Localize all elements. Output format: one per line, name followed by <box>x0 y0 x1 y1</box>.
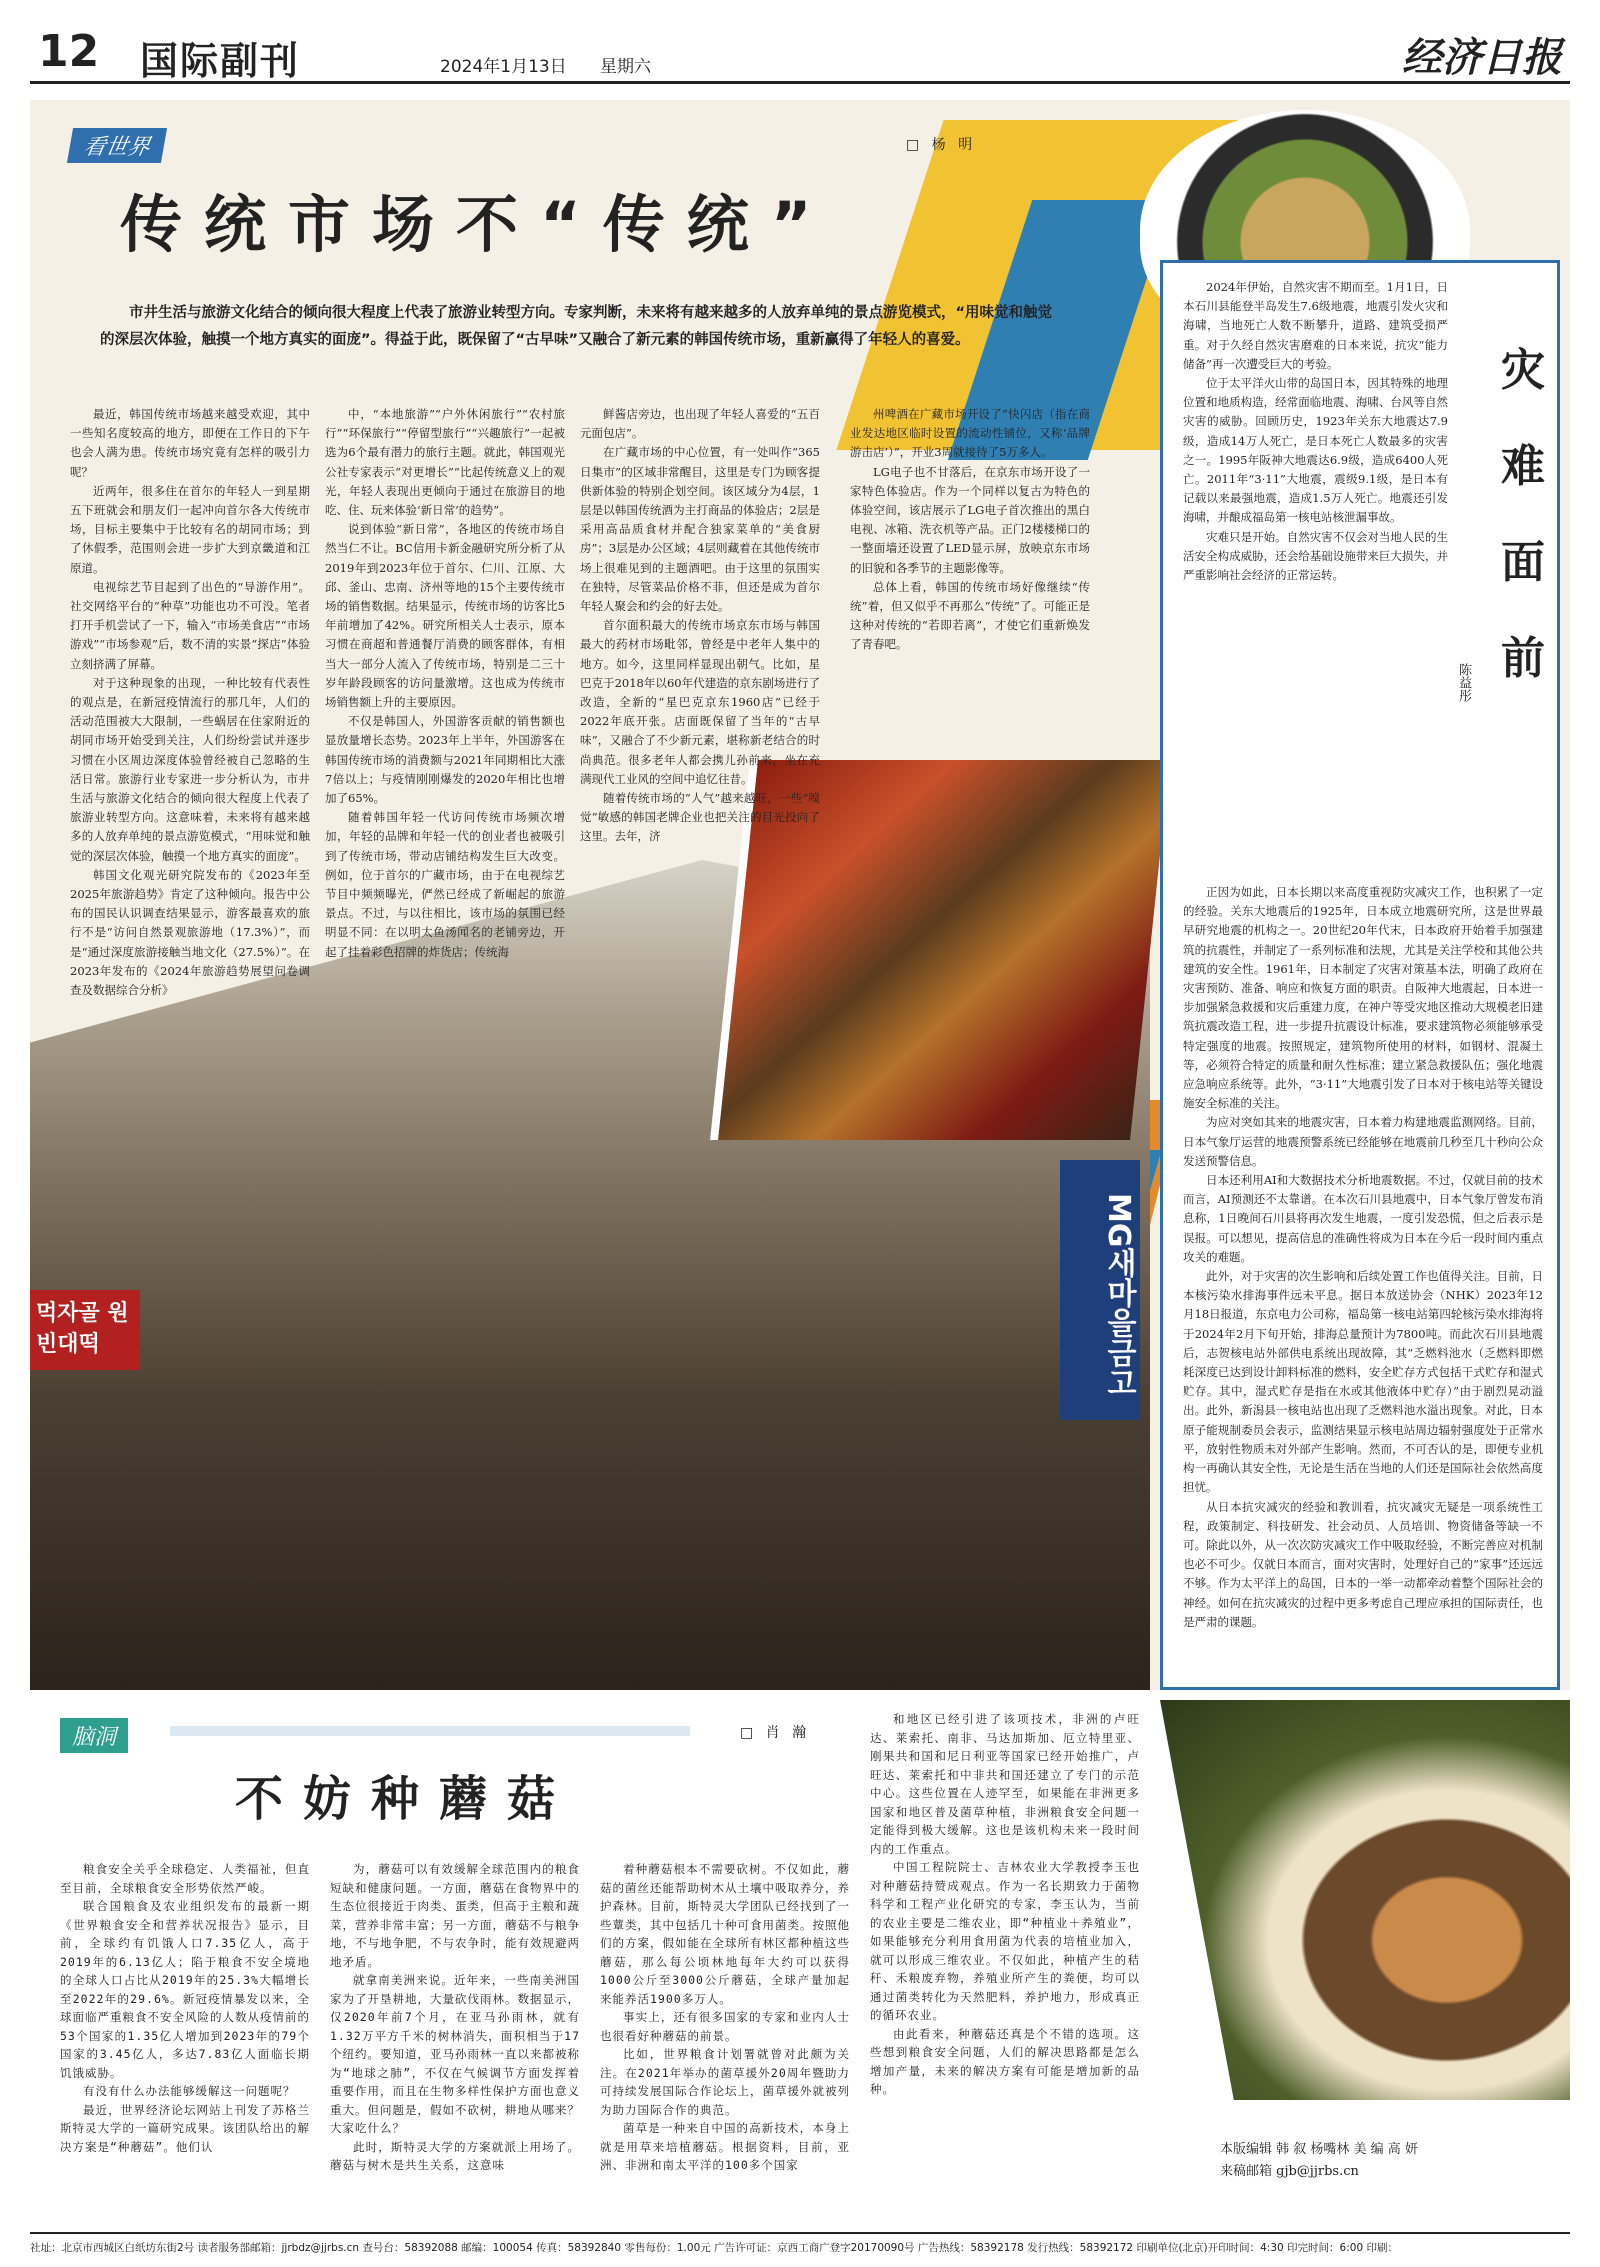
article-column: 鲜酱店旁边，也出现了年轻人喜爱的“五百元面包店”。 在广藏市场的中心位置，有一处叫作“365日集市”的区域非常醒目，这里是专门为顾客提供新体验的特别企划空间。该区域分为4层，1层是以韩国传统酒为主打商品的体验店；2层是采用高品质食材并配合独家菜单的“美食厨房”；3层是办公区域；4层则藏着在其他传统市场上很难见到的主题酒吧。由于这里的氛围实在独特，尽管菜品价格不菲，但还是成为首尔年轻人聚会和约会的好去处。 首尔面积最大的传统市场京东市场与韩国最大的药材市场毗邻，曾经是中老年人集中的地方。如今，这里同样显现出朝气。比如，星巴克于2018年以60年代建造的京东剧场进行了改造，全新的“星巴克京东1960店”已经于2022年底开张。店面既保留了当年的“古早味”，又融合了不少新元素，堪称新老结合的时尚典范。很多老年人都会携儿孙前来，坐在充满现代工业风的空间中追忆往昔。 随着传统市场的“人气”越来越旺，一些“嗅觉”敏感的韩国老牌企业也把关注的目光投向了这里。去年，济 <box>580 407 820 844</box>
article-column: 粮食安全关乎全球稳定、人类福祉，但直至目前，全球粮食安全形势依然严峻。 联合国粮食及农业组织发布的最新一期《世界粮食安全和营养状况报告》显示，目前，全球约有饥饿人口7.35亿人，高于2019年的6.13亿人；陷于粮食不安全境地的全球人口占比从2019年的25.3%大幅增长至2022年的29.6%。新冠疫情暴发以来，全球面临严重粮食不安全风险的人数从疫情前的53个国家的1.35亿人增加到2023年的79个国家的3.45亿人，多达7.83亿人面临长期饥饿威胁。 有没有什么办法能够缓解这一问题呢？ 最近，世界经济论坛网站上刊发了苏格兰斯特灵大学的一篇研究成果。该团队给出的解决方案是“种蘑菇”。他们认 <box>60 1862 310 2154</box>
footer-info: 社址：北京市西城区白纸坊东街2号 读者服务部邮箱：jjrbdz@jjrbs.cn 查号台：58392088 邮编：100054 传真：58392840 零售每份：1.00元 广告许可证：京西工商广登字20170090号 广告热线：58392178 发行热线：58392172 印刷单位(北京)开印时间：4:30 印完时间：6:00 印刷： <box>30 2232 1570 2255</box>
market-sign: 먹자골 원빈대떡 <box>30 1290 140 1370</box>
article-column: 着种蘑菇根本不需要砍树。不仅如此，蘑菇的菌丝还能帮助树木从土壤中吸取养分，养护森林。目前，斯特灵大学团队已经找到了一些蕈类，其中包括几十种可食用菌类。按照他们的方案，假如能在全球所有林区都种植这些蘑菇，那么每公顷林地每年大约可以获得1000公斤至3000公斤蘑菇，全球产量加起来能养活1900多万人。 事实上，还有很多国家的专家和业内人士也很看好种蘑菇的前景。 比如，世界粮食计划署就曾对此颇为关注。在2021年举办的菌草援外20周年暨助力可持续发展国际合作论坛上，菌草援外就被列为助力国际合作的典范。 菌草是一种来自中国的高新技术，本身上就是用草来培植蘑菇。根据资料，目前，亚洲、非洲和南太平洋的100多个国家 <box>600 1862 850 2172</box>
article-column: 为，蘑菇可以有效缓解全球范围内的粮食短缺和健康问题。一方面，蘑菇在食物界中的生态位很接近于肉类、蛋类，但高于主粮和蔬菜，营养非常丰富；另一方面，蘑菇不与粮争地，不与地争肥，不与农争时，能有效规避两地矛盾。 就拿南美洲来说。近年来，一些南美洲国家为了开垦耕地，大量砍伐雨林。数据显示，仅2020年前7个月，在亚马孙雨林，就有1.32万平方千米的树林消失，面积相当于17个纽约。要知道，亚马孙雨林一直以来都被称为“地球之肺”，不仅在气候调节方面发挥着重要作用，而且在生物多样性保护方面也意义重大。但问题是，假如不砍树，耕地从哪来？大家吃什么？ 此时，斯特灵大学的方案就派上用场了。蘑菇与树木是共生关系，这意味 <box>330 1862 580 2172</box>
article-column: 最近，韩国传统市场越来越受欢迎，其中一些知名度较高的地方，即便在工作日的下午也会人满为患。传统市场究竟有怎样的吸引力呢？ 近两年，很多住在首尔的年轻人一到星期五下班就会和朋友们一起冲向首尔各大传统市场，目标主要集中于比较有名的胡同市场；到了休假季，范围则会进一步扩大到京畿道和江原道。 电视综艺节目起到了出色的“导游作用”。社交网络平台的“种草”功能也功不可没。笔者打开手机尝试了一下，输入“市场美食店”“市场游戏”“市场参观”后，数不清的实景“探店”体验立刻挤满了屏幕。 对于这种现象的出现，一种比较有代表性的观点是，在新冠疫情流行的那几年，人们的活动范围被大大限制，一些蜗居在住家附近的胡同市场开始受到关注，人们纷纷尝试并逐步习惯在小区周边深度体验曾经被自己忽略的生活日常。旅游行业专家进一步分析认为，市井生活与旅游文化结合的倾向很大程度上代表了旅游业转型方向。这意味着，未来将有越来越多的人放弃单纯的景点游览模式，“用味觉和触觉的深层次体验，触摸一个地方真实的面庞”。 韩国文化观光研究院发布的《2023年至2025年旅游趋势》肯定了这种倾向。报告中公布的国民认识调查结果显示，游客最喜欢的旅行不是“访问自然景观旅游地（17.3%）”，而是“通过深度旅游接触当地文化（27.5%）”。在2023年发布的《2024年旅游趋势展望问卷调查及数据综合分析》 <box>70 407 310 998</box>
sidebar-column: 2024年伊始，自然灾害不期而至。1月1日，日本石川县能登半岛发生7.6级地震，地震引发火灾和海啸，当地死亡人数不断攀升，道路、建筑受损严重。对于久经自然灾害磨难的日本来说，抗灾“能力储备”再一次遭受巨大的考验。 位于太平洋火山带的岛国日本，因其特殊的地理位置和地质构造，经常面临地震、海啸、台风等自然灾害的威胁。回顾历史，1923年关东大地震达7.9级，造成14万人死亡，是日本死亡人数最多的灾害之一。1995年阪神大地震达6.9级，造成6400人死亡。2011年“3·11”大地震，震级9.1级，是日本有记载以来最强地震，造成1.5万人死亡。地震还引发海啸，并酿成福岛第一核电站核泄漏事故。 灾难只是开始。自然灾害不仅会对当地人民的生活安全构成威胁，还会给基础设施带来巨大损失，并严重影响社会经济的正常运转。 <box>1183 280 1448 583</box>
sidebar-title: 灾难面前 <box>1501 345 1545 684</box>
column-kicker: 看世界 <box>67 128 167 163</box>
decorative-bar <box>170 1726 690 1736</box>
section-title: 国际副刊 <box>140 39 301 83</box>
byline: □ 杨 明 <box>906 137 977 153</box>
sidebar-commentary <box>1160 260 1560 1690</box>
article-column: 中，“本地旅游”“户外休闲旅行”“农村旅行”“环保旅行”“停留型旅行”“兴趣旅行”一起被选为6个最有潜力的旅行主题。就此，韩国观光公社专家表示“对更增长”“比起传统意义上的观光，年轻人表现出更倾向于通过在旅游目的地吃、住、玩来体验‘新日常’的趋势”。 说到体验“新日常”，各地区的传统市场自然当仁不让。BC信用卡新金融研究所分析了从2019年到2023年位于首尔、仁川、江原、大邱、釜山、忠南、济州等地的15个主要传统市场的销售数据。结果显示，传统市场的访客比5年前增加了42%。研究所相关人士表示，原本习惯在商超和普通餐厅消费的顾客群体，有相当大一部分人流入了传统市场，特别是二三十岁年龄段顾客的访问量激增。这也成为传统市场销售额上升的主要原因。 不仅是韩国人，外国游客贡献的销售额也显放量增长态势。2023年上半年，外国游客在韩国传统市场的消费额与2021年同期相比大涨7倍以上；与疫情刚刚爆发的2020年相比也增加了65%。 随着韩国年轻一代访问传统市场频次增加，年轻的品牌和年轻一代的创业者也被吸引到了传统市场，带动店铺结构发生巨大改变。例如，位于首尔的广藏市场，由于在电视综艺节目中频频曝光，俨然已经成了新崛起的旅游景点。不过，与以往相比，该市场的氛围已经明显不同：在以明太鱼汤闻名的老铺旁边，开起了挂着彩色招牌的炸货店；传统海 <box>325 407 565 959</box>
editor-credits: 本版编辑 韩 叙 杨嘴林 美 编 高 妍 来稿邮箱 gjb@jjrbs.cn <box>1220 2142 1418 2179</box>
column-kicker: 脑洞 <box>60 1718 128 1753</box>
byline: □ 肖 瀚 <box>740 1725 811 1741</box>
mushroom-photo <box>1160 1700 1570 2100</box>
article-column: 和地区已经引进了该项技术，非洲的卢旺达、莱索托、南非、马达加斯加、厄立特里亚、刚果共和国和尼日利亚等国家已经开始推广，卢旺达、莱索托和中非共和国还建立了专门的示范中心。这些位置在人迹罕至，如果能在非洲更多国家和地区普及菌草种植，非洲粮食安全问题一定能得到极大缓解。这也是该机构未来一段时间内的工作重点。 中国工程院院士、吉林农业大学教授李玉也对种蘑菇持赞成观点。作为一名长期致力于菌物科学和工程产业化研究的专家，李玉认为，当前的农业主要是二维农业，即“种植业＋养殖业”，如果能够充分利用食用菌为代表的培植业加入，就可以形成三维农业。不仅如此，种植产生的秸秆、禾粮废弃物，养殖业所产生的粪便，均可以通过菌类转化为天然肥料，养护地力，形成真正的循环农业。 由此看来，种蘑菇还真是个不错的选项。这些想到粮食安全问题，人们的解决思路都是怎么增加产量，未来的解决方案有可能是增加新的品种。 <box>870 1712 1140 2096</box>
sidebar-column: 正因为如此，日本长期以来高度重视防灾减灾工作，也积累了一定的经验。关东大地震后的1925年，日本成立地震研究所，这是世界最早研究地震的机构之一。20世纪20年代末，日本政府开始着手加强建筑的抗震性，并制定了一系列标准和法规，尤其是关注学校和其他公共建筑的安全性。1961年，日本制定了灾害对策基本法，明确了政府在灾害预防、准备、响应和恢复方面的职责。自阪神大地震起，日本进一步加强紧急救援和灾后重建力度，在神户等受灾地区推动大规模老旧建筑抗震改造工程，进一步提升抗震设计标准，要求建筑物必须能够承受特定强度的地震。按照规定，建筑物所使用的材料，如钢材、混凝土等，必须符合特定的质量和耐久性标准；建立紧急救援队伍；强化地震应急响应系统等。此外，“3·11”大地震引发了日本对于核电站等关键设施安全标准的关注。 为应对突如其来的地震灾害，日本着力构建地震监测网络。目前，日本气象厅运营的地震预警系统已经能够在地震前几秒至几十秒向公众发送预警信息。 日本还利用AI和大数据技术分析地震数据。不过，仅就目前的技术而言，AI预测还不太靠谱。在本次石川县地震中，日本气象厅曾发布消息称，1日晚间石川县将再次发生地震，一度引发恐慌，但之后表示是误报。可以想见，提高信息的准确性将成为日本在今后一段时间内重点攻关的难题。 此外，对于灾害的次生影响和后续处置工作也值得关注。目前，日本核污染水排海事件远未平息。据日本放送协会（NHK）2023年12月18日报道，东京电力公司称，福岛第一核电站第四轮核污染水排海将于2024年2月下旬开始，排海总量预计为7800吨。而此次石川县地震后，志贺核电站外部供电系统出现故障，其“乏燃料池水（乏燃料即燃耗深度已达到设计卸料标准的燃料，安全贮存方式包括干式贮存和湿式贮存。其中，湿式贮存是指在水或其他液体中贮存）”由于剧烈晃动溢出。此外，新潟县一核电站也出现了乏燃料池水溢出现象。对此，日本原子能规制委员会表示，监测结果显示核电站周边辐射强度处于正常水平，放射性物质未对外部产生影响。然而，不可否认的是，即便专业机构一再确认其安全性，无论是生活在当地的人们还是国际社会依然高度担忧。 从日本抗灾减灾的经验和教训看，抗灾减灾无疑是一项系统性工程，政策制定、科技研发、社会动员、人员培训、物资储备等缺一不可。除此以外，从一次次防灾减灾工作中吸取经验，不断完善应对机制也必不可少。仅就日本而言，面对灾害时，处理好自己的“家事”还远远不够。作为太平洋上的岛国，日本的一举一动都牵动着整个国际社会的神经。如何在抗灾减灾的过程中更多考虑自己理应承担的国际责任，也是严肃的课题。 <box>1183 885 1543 1629</box>
issue-date: 2024年1月13日 <box>440 57 567 77</box>
market-sign: MG새마을금고 <box>1060 1160 1140 1420</box>
article-column: 州啤酒在广藏市场开设了“快闪店（指在商业发达地区临时设置的流动性铺位，又称‘品牌游击店’）”，开业3周就接待了5万多人。 LG电子也不甘落后，在京东市场开设了一家特色体验店。作为一个同样以复古为特色的体验空间，该店展示了LG电子首次推出的黑白电视、冰箱、洗衣机等产品。正门2楼楼梯口的一整面墙还设置了LED显示屏，放映京东市场的旧貌和各季节的主题影像等。 总体上看，韩国的传统市场好像继续“传统”着，但又似乎不再那么“传统”了。可能正是这种对传统的“若即若离”，才使它们重新焕发了青春吧。 <box>850 407 1090 652</box>
issue-weekday: 星期六 <box>600 57 651 77</box>
bottom-article <box>30 1700 1570 2200</box>
masthead <box>30 22 1570 84</box>
headline: 传统市场不“传统” <box>120 188 834 261</box>
lead-paragraph: 市井生活与旅游文化结合的倾向很大程度上代表了旅游业转型方向。专家判断，未来将有越来越多的人放弃单纯的景点游览模式，“用味觉和触觉的深层次体验，触摸一个地方真实的面庞”。得益于此，既保留了“古早味”又融合了新元素的韩国传统市场，重新赢得了年轻人的喜爱。 <box>100 305 1053 348</box>
page-number: 12 <box>38 26 100 77</box>
headline: 不妨种蘑菇 <box>235 1771 576 1827</box>
sidebar-author: 陈益彤 <box>1456 663 1471 702</box>
newspaper-logo: 经济日报 <box>1402 34 1562 81</box>
